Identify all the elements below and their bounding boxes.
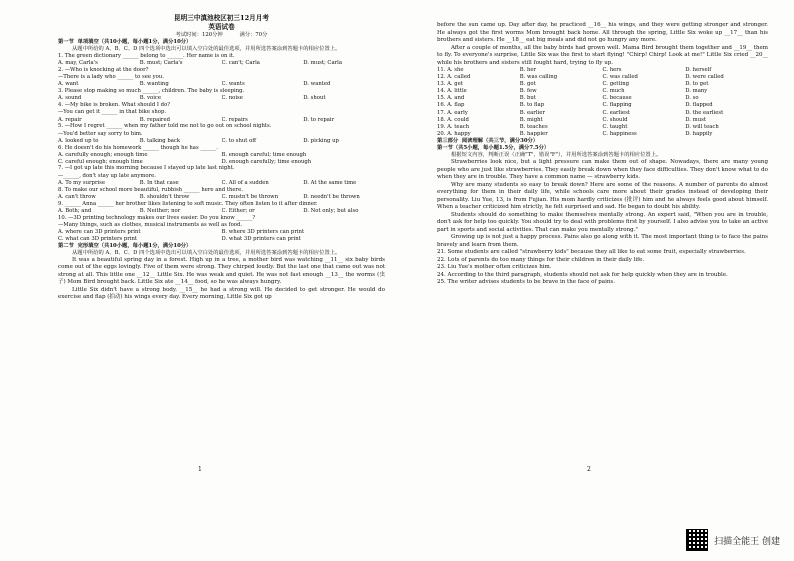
cloze-option-row: [437, 110, 768, 117]
option: D. must; Carla: [303, 60, 343, 67]
option: A. want: [58, 81, 79, 88]
cloze-option-row: [437, 81, 768, 88]
option: C. getting: [602, 81, 630, 88]
option: D. to repair: [303, 116, 335, 123]
option: B. voice: [139, 95, 161, 102]
question-10-options: [58, 229, 385, 243]
option: D. will teach: [685, 123, 719, 130]
option: C. because: [602, 95, 632, 102]
option: B. Neither; nor: [139, 207, 181, 214]
cloze-option-row: [437, 117, 768, 124]
option: C. much: [602, 88, 625, 95]
option: B. repaired: [139, 116, 170, 123]
question-1: 1. The green dictionary ______ belong to ______. Her name is on it.: [58, 53, 235, 60]
option: A. sound: [58, 95, 82, 102]
qr-code-icon: [686, 529, 708, 551]
option: 18. A. could: [437, 116, 469, 123]
cloze-option-row: [437, 102, 768, 109]
section-3-instructions: 根据短文内容，判断正误（正确"T"，错误"F"），并用所选答案涂到答题卡的相应位置上。: [451, 152, 662, 159]
option: C. can't; Carla: [221, 60, 260, 67]
option: C. hers: [602, 67, 622, 73]
option: B. wanting: [139, 81, 169, 88]
option: A. carefully enough; enough time: [58, 151, 148, 158]
option: 19. A. teach: [437, 123, 470, 130]
option: B. got: [519, 81, 536, 88]
cloze-paragraph-1: It was a beautiful spring day in a forest. High up in a tree, a mother bird was watching __11__ six baby birds come out of the eggs lovingly. Five of them were strong. They chirped loudly. But the last one that came out was not strong at all. This little one __12__ Little Six. He was weak and quiet. He was not fast enough __13__ the worms (虫子) Mom Bird brought back. Little Six ate __14__ food, so he was always hungry.: [58, 256, 387, 286]
option: 16. A. flap: [437, 102, 465, 109]
option: C. earliest: [602, 109, 630, 116]
cloze-option-row: [437, 124, 768, 131]
option: C. mustn't be thrown: [221, 193, 279, 200]
option: B. to flap: [519, 102, 545, 109]
option: D. flapped: [685, 102, 713, 109]
question-4-line-2: —You can get it ______ in that bike shop.: [58, 109, 167, 116]
cloze-option-row: [437, 88, 768, 95]
cloze-paragraph-3: before the sun came up. Day after day, he practiced __16__ his wings, and they were getting stronger and stronger. He always got the first worms Mom brought back home. All through the spring, Little Six woke up __17__ than his brothers and sisters. He __18__ eat big meals and did not go hungry any more.: [437, 22, 770, 43]
option: B. few: [519, 88, 537, 95]
option: B. happier: [519, 130, 548, 137]
question-8-options: [58, 194, 385, 201]
question-4: 4. —My bike is broken. What should I do?: [58, 102, 171, 109]
option: B. must; Carla's: [139, 60, 183, 67]
section-2-instructions: 从题中所给的 A、B、C、D 四个选项中选出可以填入空白处的最佳选项，并用所选答案涂到答题卡的相应位置上。: [72, 249, 341, 256]
option: A. Both; and: [58, 207, 92, 214]
option: D. must: [685, 116, 706, 123]
option: B. was calling: [519, 74, 558, 81]
option: C. was called: [602, 74, 638, 81]
option: D. what 3D printers can print: [221, 235, 301, 242]
page-number: 1: [198, 466, 202, 473]
tf-statement-23: 23. Liu Yue's mother often criticizes him.: [437, 264, 552, 271]
question-7: 7. —I got up late this morning because I stayed up late last night.: [58, 165, 235, 172]
option: C. wants: [221, 81, 245, 88]
option: D. enough carefully; time enough: [221, 158, 312, 165]
question-9-options: [58, 208, 385, 215]
option: 15. A. and: [437, 95, 465, 102]
section-2-heading: 第二节 完形填空（共10小题，每小题1分，满分10分）: [58, 242, 192, 249]
question-2: 2. —Who is knocking at the door?: [58, 67, 149, 74]
option: A. can't throw: [58, 193, 96, 200]
option: C. flapping: [602, 102, 632, 109]
option: D. happily: [685, 130, 713, 137]
option: D. to get: [685, 81, 709, 88]
reading-paragraph-2: Why are many students so easy to break down? Here are some of the reasons. A number of parents do almost everything for them in their daily life, while schools care more about their grades instead of developing their personality. Liu Yue, 13, is from Fujian. His mom hardly criticizes (批评) him and he always feels good about himself. When a teacher criticized him strictly, he felt surprised and sad. He began to doubt his ability.: [437, 181, 770, 211]
exam-title: 昆明三中滇池校区初三12月月考: [174, 14, 269, 22]
option: C. what can 3D printers print: [58, 235, 138, 242]
question-9: 9. ______ Anna ______ her brother likes listening to soft music. They often listen to it after dinner.: [58, 200, 318, 207]
option: C. careful enough; enough time: [58, 158, 143, 165]
option: 14. A. little: [437, 88, 467, 95]
tf-statement-21: 21. Some students are called "strawberry kids" because they all like to eat some fruit, especially strawberries.: [437, 249, 746, 256]
option: C. should: [602, 116, 628, 123]
option: D. were called: [685, 74, 724, 81]
option: B. might: [519, 116, 543, 123]
option: D. wanted: [303, 81, 331, 88]
question-5-options: [58, 138, 385, 145]
question-8: 8. To make our school more beautiful, rubbish ______ here and there.: [58, 186, 243, 193]
option: C. to shut off: [221, 137, 257, 144]
tf-statement-22: 22. Lots of parents do too many things for their children in their daily life.: [437, 256, 645, 263]
option: 17. A. early: [437, 109, 468, 116]
option: B. where 3D printers can print: [221, 228, 305, 235]
cloze-options-table: [437, 67, 768, 138]
question-2-options: [58, 81, 385, 88]
exam-subtitle: 英语试卷: [208, 23, 235, 31]
option: D. picking up: [303, 137, 339, 144]
reading-paragraph-1: Strawberries look nice, but a light pressure can make them out of shape. Nowadays, there are many young people who are just like strawberries. They easily break down when they face difficulties. They don't know what to do when they are in trouble. They have a common name — strawberry kids.: [437, 159, 770, 181]
option: C. happiness: [602, 130, 637, 137]
question-3: 3. Please stop making so much ______, children. The baby is sleeping.: [58, 88, 245, 95]
question-1-options: [58, 60, 385, 67]
question-3-options: [58, 95, 385, 102]
scanner-watermark: [686, 529, 780, 551]
cloze-paragraph-4: After a couple of months, all the baby birds had grown well. Mama Bird brought them together and __19__ them to fly. To everyone's surprise, Little Six was the first to start flying! "Chirp! Chirp! Look at me!" Little Six cried __20__ while his brothers and sisters still fought hard, trying to fly up.: [437, 44, 770, 66]
question-10: 10. —3D printing technology makes our lives easier. Do you know ______?: [58, 214, 256, 221]
question-6: 6. He doesn't do his homework ______ though he has ______.: [58, 144, 218, 151]
option: C. repairs: [221, 116, 248, 123]
page-number: 2: [587, 466, 591, 473]
cloze-paragraph-2: Little Six didn't have a strong body. __15__ he had a strong will. He decided to get stronger. He would do exercise and flap (拍动) his wings every day. Every morning, Little Six got up: [58, 286, 387, 301]
option: B. teaches: [519, 123, 548, 130]
option: D. shout: [303, 95, 326, 102]
tf-statement-25: 25. The writer advises students to be brave in the face of pains.: [437, 279, 615, 286]
tf-statement-24: 24. According to the third paragraph, students should not ask for help quickly when they are in trouble.: [437, 271, 728, 278]
question-6-options: [58, 152, 385, 166]
option: C. All of a sudden: [221, 179, 269, 186]
option: C. taught: [602, 123, 628, 130]
option: B. In that case: [139, 179, 179, 186]
reading-paragraph-3: Students should do something to make themselves mentally strong. An expert said, "When you are in trouble, don't ask for help too quickly. You should try to deal with problems first by yourself. I also advise you to take an active part in sports and social activities. That can make you mentally strong.": [437, 211, 770, 233]
watermark-text: 扫描全能王 创建: [714, 536, 780, 547]
option: B. earlier: [519, 109, 545, 116]
option: B. shouldn't throw: [139, 193, 190, 200]
question-5: 5. —How I regret ______ when my father told me not to go out on school nights.: [58, 123, 272, 130]
reading-paragraph-4: Growing up is not just a happy process. Pains also go along with it. The most important thing is to face the pains bravely and learn from them.: [437, 234, 770, 248]
option: B. enough careful; time enough: [221, 151, 307, 158]
option: C. noise: [221, 95, 243, 102]
option: A. may, Carla's: [58, 60, 98, 67]
section-1-heading: 第一节 单项填空（共10小题，每小题1分，满分10分）: [58, 39, 192, 46]
cloze-option-row: [437, 131, 768, 138]
question-2-line-2: —There is a lady who ______ to see you.: [58, 74, 164, 81]
option: D. needn't be thrown: [303, 193, 360, 200]
option: A. To my surprise: [58, 179, 106, 186]
exam-meta: 考试时间：120分钟 满分：70分: [175, 32, 268, 38]
option: 11. A. she: [437, 67, 464, 73]
option: D. the earliest: [685, 109, 724, 116]
page-2: [397, 0, 794, 561]
option: 12. A. called: [437, 74, 471, 81]
option: C. Either; or: [221, 207, 255, 214]
option: B. her: [519, 67, 537, 73]
option: D. Not only; but also: [303, 207, 359, 214]
option: D. At the same time: [303, 179, 357, 186]
cloze-option-row: [437, 67, 768, 74]
option: B. but: [519, 95, 536, 102]
section-3-heading: 第三部分 阅读理解（共三节，满分30分）: [437, 137, 539, 144]
option: A. looked up to: [58, 137, 99, 144]
question-10-line-2: —Many things, such as clothes, musical instruments as well as food.: [58, 221, 243, 228]
question-4-options: [58, 117, 385, 124]
option: 20. A. happy: [437, 130, 471, 137]
section-3-subheading: 第一节（共5小题，每小题1.5分，满分7.5分）: [437, 145, 550, 152]
cloze-option-row: [437, 74, 768, 81]
option: D. so: [685, 95, 699, 102]
option: D. herself: [685, 67, 712, 73]
question-5-line-2: —You'd better say sorry to him.: [58, 130, 143, 137]
option: D. many: [685, 88, 708, 95]
section-1-instructions: 从题中所给的 A、B、C、D 四个选项中选出可以填入空白处的最佳选项，并用所选答案涂到答题卡的相应位置上。: [72, 46, 341, 53]
option: A. repair: [58, 116, 82, 123]
option: A. where can 3D printers print: [58, 228, 141, 235]
option: B. talking back: [139, 137, 181, 144]
option: 13. A. get: [437, 81, 463, 88]
question-7-options: [58, 180, 385, 187]
cloze-option-row: [437, 95, 768, 102]
question-7-line-2: —______, don't stay up late anymore.: [58, 172, 156, 179]
